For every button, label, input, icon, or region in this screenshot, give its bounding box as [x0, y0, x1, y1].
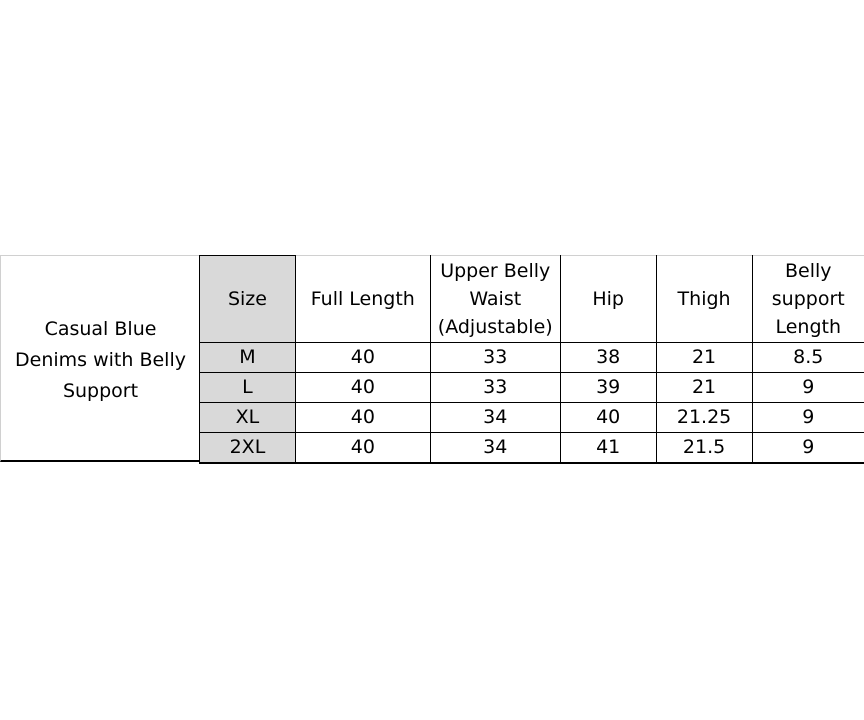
cell-thigh: 21.25	[656, 403, 752, 433]
table-row	[200, 373, 864, 403]
cell-thigh: 21	[656, 343, 752, 373]
cell-size: XL	[200, 403, 296, 433]
cell-thigh: 21	[656, 373, 752, 403]
cell-upper-belly-waist: 34	[430, 403, 560, 433]
cell-belly-support-length: 9	[752, 433, 864, 464]
cell-hip: 40	[560, 403, 656, 433]
cell-thigh: 21.5	[656, 433, 752, 464]
cell-size: L	[200, 373, 296, 403]
cell-belly-support-length: 9	[752, 373, 864, 403]
header-belly-support-length: Belly support Length	[752, 256, 864, 343]
cell-upper-belly-waist: 33	[430, 343, 560, 373]
cell-full-length: 40	[295, 403, 430, 433]
header-thigh: Thigh	[656, 256, 752, 343]
header-hip: Hip	[560, 256, 656, 343]
header-row	[200, 256, 864, 343]
cell-hip: 38	[560, 343, 656, 373]
cell-belly-support-length: 9	[752, 403, 864, 433]
cell-full-length: 40	[295, 433, 430, 464]
header-full-length: Full Length	[295, 256, 430, 343]
title-line: Support	[62, 380, 139, 402]
title-line: Denims with Belly	[15, 349, 186, 371]
cell-belly-support-length: 8.5	[752, 343, 864, 373]
cell-full-length: 40	[295, 343, 430, 373]
cell-size: 2XL	[200, 433, 296, 464]
size-chart	[0, 255, 864, 464]
cell-hip: 39	[560, 373, 656, 403]
header-upper-belly-waist: Upper Belly Waist (Adjustable)	[430, 256, 560, 343]
table-row	[200, 343, 864, 373]
cell-full-length: 40	[295, 373, 430, 403]
table-row	[200, 403, 864, 433]
cell-size: M	[200, 343, 296, 373]
cell-hip: 41	[560, 433, 656, 464]
header-size: Size	[200, 256, 296, 343]
table-row	[200, 433, 864, 464]
cell-upper-belly-waist: 34	[430, 433, 560, 464]
title-line: Casual Blue	[44, 318, 157, 340]
product-title-cell	[0, 255, 199, 462]
cell-upper-belly-waist: 33	[430, 373, 560, 403]
size-table	[199, 255, 864, 464]
product-title	[1, 314, 200, 407]
